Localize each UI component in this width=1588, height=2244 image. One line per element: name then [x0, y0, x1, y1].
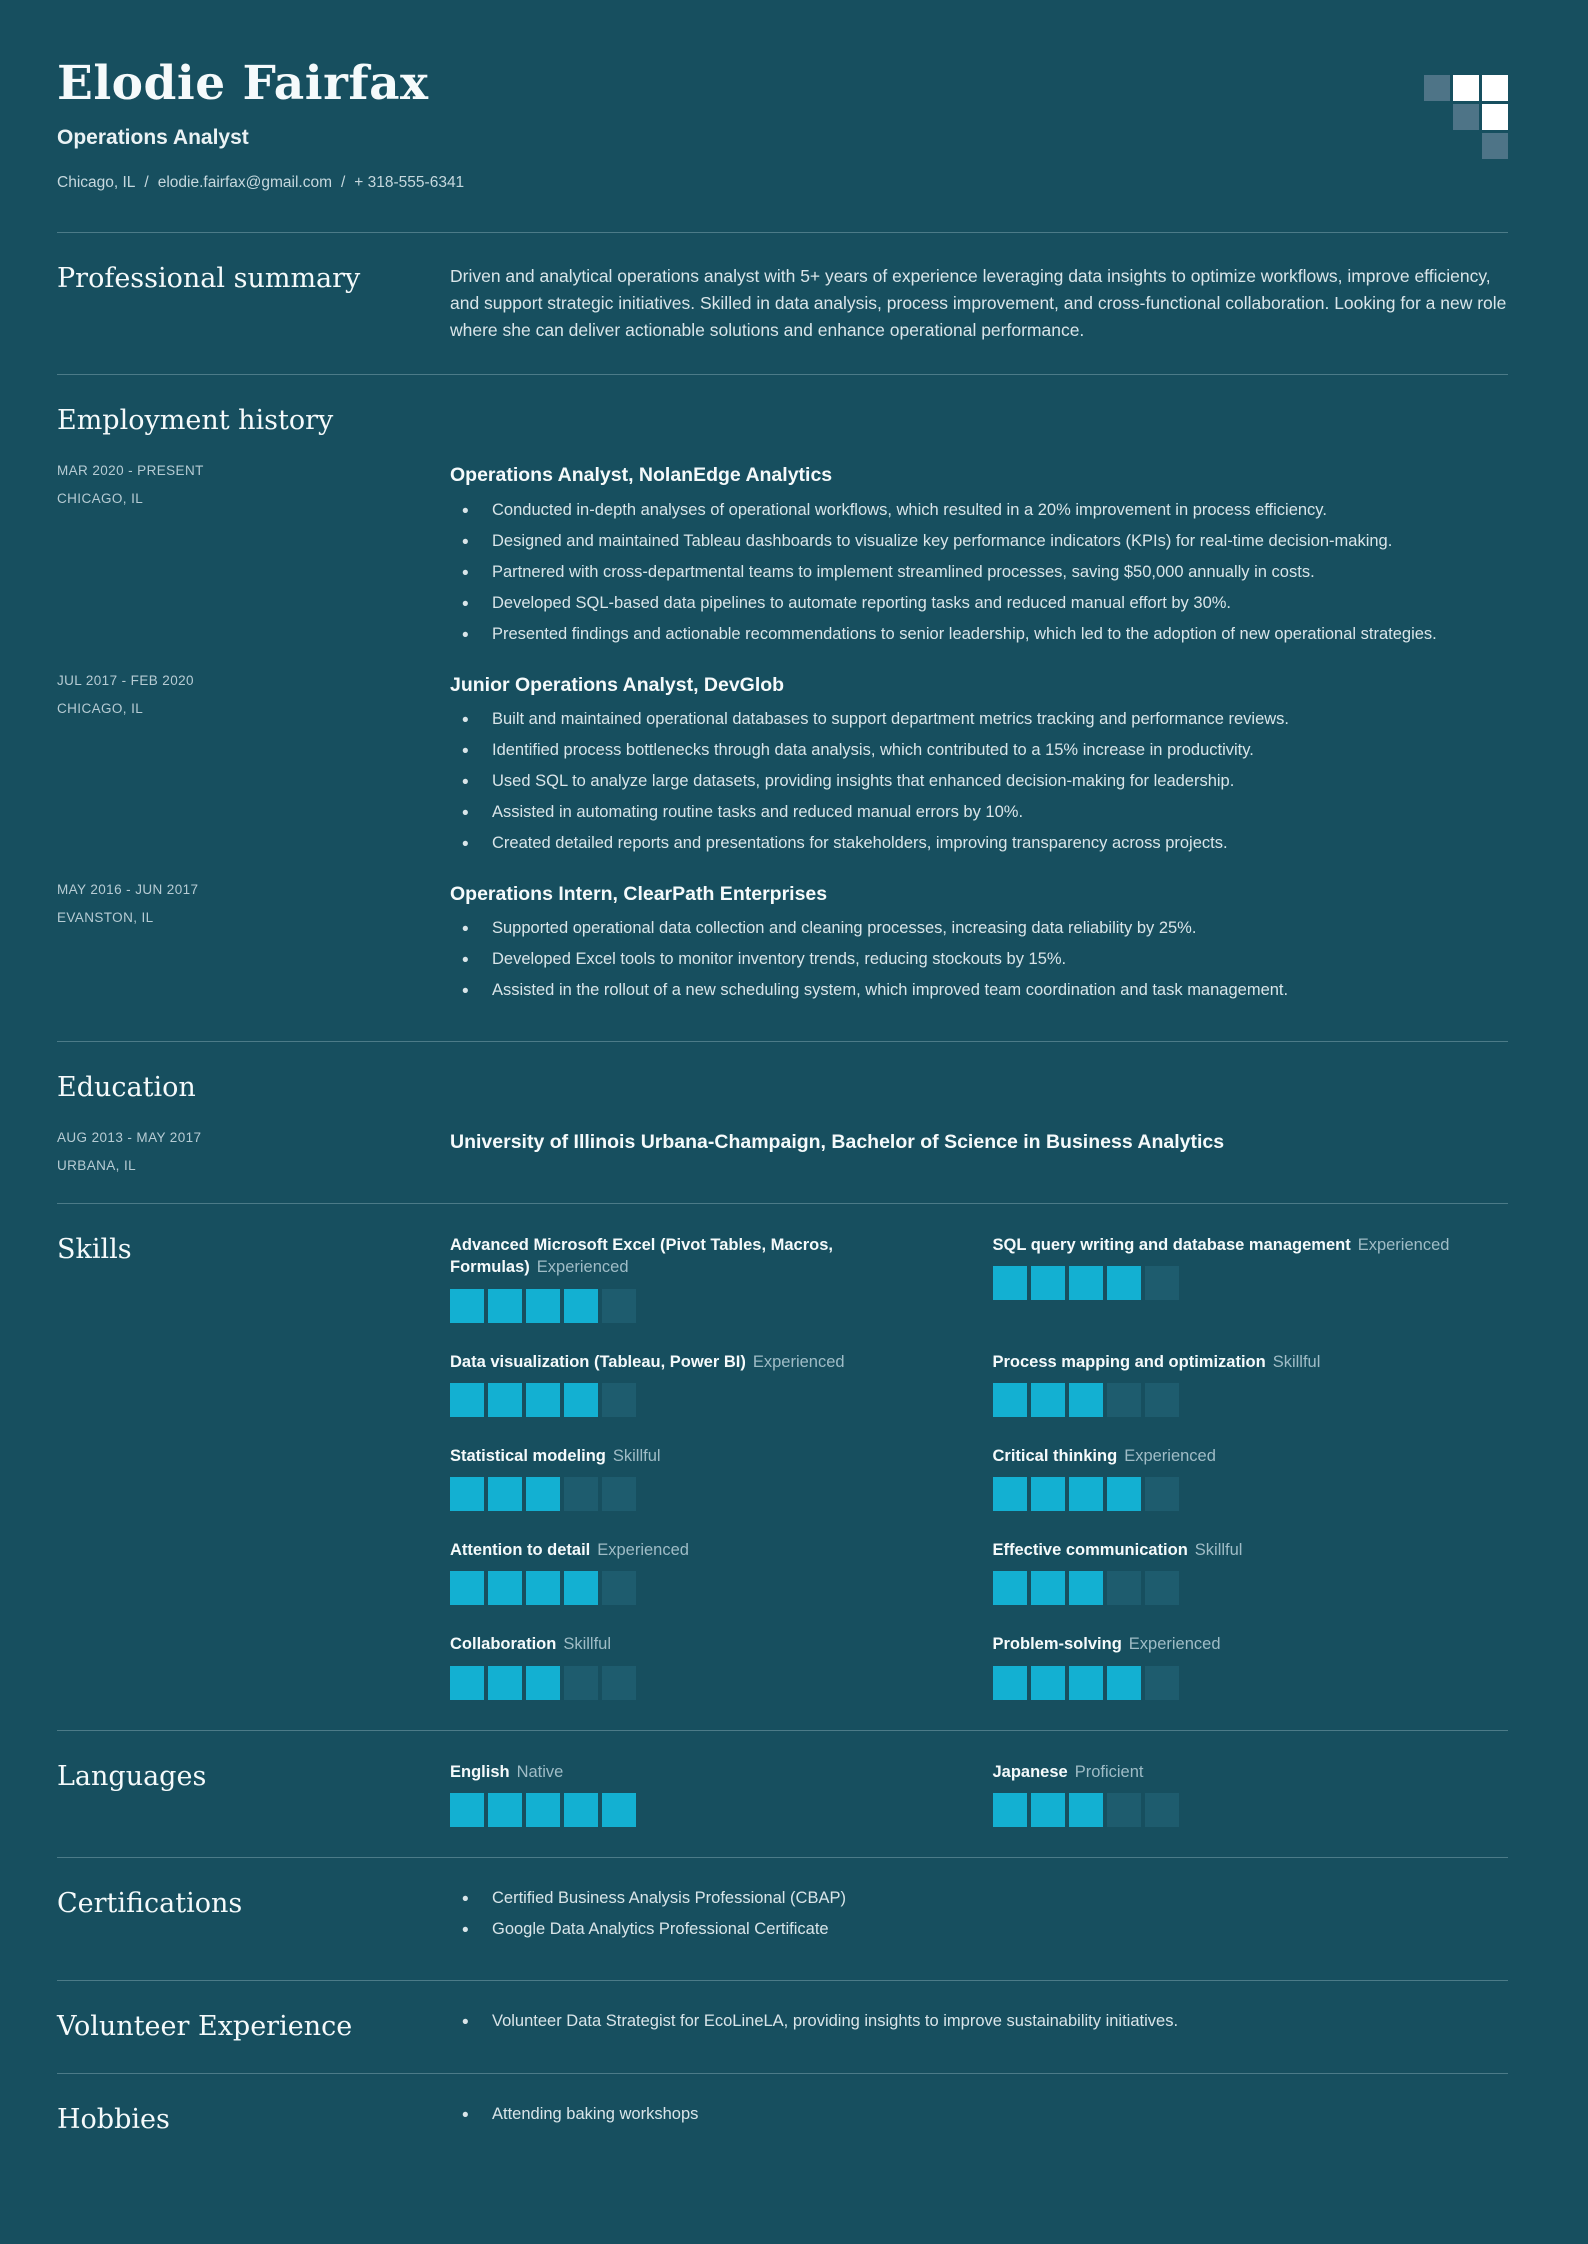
section-volunteer-experience: [57, 2011, 1508, 2043]
job-bullet: • Developed Excel tools to monitor inventory trends, reducing stockouts by 15%.: [450, 949, 1508, 971]
bar-square-filled: [1069, 1383, 1103, 1417]
bar-square-filled: [450, 1571, 484, 1605]
skill-level-bar: [993, 1383, 1509, 1417]
contact-separator: /: [340, 173, 346, 191]
skill-name: SQL query writing and database management: [992, 1236, 1351, 1255]
section-divider: [57, 2073, 1508, 2074]
bar-square-filled: [564, 1289, 598, 1323]
languages-heading: Languages: [57, 1760, 207, 1792]
skill-level: Skillful: [1272, 1352, 1321, 1371]
job-location: EVANSTON, IL: [57, 909, 154, 925]
job-bullet: • Developed SQL-based data pipelines to automate reporting tasks and reduced manual effort by 30%.: [450, 593, 1508, 615]
bar-square-filled: [1069, 1477, 1103, 1511]
language-label: [450, 1761, 966, 1783]
education-title: University of Illinois Urbana-Champaign, Bachelor of Science in Business Analytics: [450, 1131, 1225, 1154]
language-name: Japanese: [992, 1762, 1068, 1781]
certification-bullet: • Certified Business Analysis Professional (CBAP): [450, 1888, 1508, 1910]
skill-label: [993, 1351, 1509, 1373]
bar-square-filled: [526, 1571, 560, 1605]
section-languages: [57, 1761, 1508, 1827]
skill-level: Skillful: [1194, 1541, 1243, 1560]
logo-square-empty: [1424, 104, 1450, 130]
employment-heading: Employment history: [57, 405, 334, 437]
skill-level: Skillful: [563, 1635, 612, 1654]
job-bullet: • Assisted in automating routine tasks and reduced manual errors by 10%.: [450, 802, 1508, 824]
skill-item: [993, 1539, 1509, 1605]
section-divider: [57, 1857, 1508, 1858]
skill-label: [993, 1539, 1509, 1561]
bar-square-empty: [602, 1383, 636, 1417]
job-bullet-list: [450, 918, 1508, 1002]
bar-square-filled: [993, 1477, 1027, 1511]
summary-heading: Professional summary: [57, 262, 361, 294]
skill-level: Experienced: [1357, 1236, 1450, 1255]
job-entry: [57, 673, 1508, 864]
bar-square-empty: [1107, 1571, 1141, 1605]
skill-level: Skillful: [612, 1446, 661, 1465]
bar-square-filled: [1107, 1477, 1141, 1511]
contact-line: [57, 174, 1508, 192]
skill-item: [450, 1633, 966, 1699]
header: [57, 34, 1508, 192]
contact-separator: /: [144, 173, 149, 191]
certification-bullet: • Google Data Analytics Professional Certificate: [450, 1919, 1508, 1941]
section-skills: [57, 1234, 1508, 1700]
logo-square-muted: [1482, 133, 1508, 159]
bar-square-empty: [602, 1571, 636, 1605]
bar-square-filled: [993, 1383, 1027, 1417]
bar-square-filled: [1069, 1571, 1103, 1605]
skill-level: Experienced: [1128, 1635, 1221, 1654]
languages-grid: [450, 1761, 1508, 1827]
bar-square-filled: [488, 1793, 522, 1827]
job-bullet: • Presented findings and actionable recommendations to senior leadership, which led to the adoption of new operational strategies.: [450, 624, 1508, 646]
language-item: [993, 1761, 1509, 1827]
bar-square-filled: [564, 1383, 598, 1417]
logo-square-empty: [1424, 133, 1450, 159]
bar-square-filled: [1031, 1477, 1065, 1511]
bar-square-filled: [526, 1666, 560, 1700]
bar-square-empty: [1107, 1793, 1141, 1827]
bar-square-empty: [1145, 1571, 1179, 1605]
hobbies-list: [450, 2104, 1508, 2126]
skill-name: Advanced Microsoft Excel (Pivot Tables, Macros, Formulas): [450, 1236, 833, 1277]
job-bullet: • Supported operational data collection and cleaning processes, increasing data reliability by 25%.: [450, 918, 1508, 940]
job-bullet-list: [450, 709, 1508, 855]
brand-squares-icon: [1424, 75, 1508, 159]
section-certifications: [57, 1888, 1508, 1950]
logo-square-muted: [1453, 104, 1479, 130]
bar-square-empty: [564, 1477, 598, 1511]
language-level: Proficient: [1074, 1762, 1144, 1781]
job-bullet: • Built and maintained operational databases to support department metrics tracking and performance reviews.: [450, 709, 1508, 731]
skill-level-bar: [993, 1571, 1509, 1605]
section-divider: [57, 1730, 1508, 1731]
skill-level-bar: [450, 1571, 966, 1605]
skill-item: [450, 1234, 966, 1323]
job-dates: JUL 2017 - FEB 2020: [57, 672, 194, 688]
bar-square-filled: [526, 1477, 560, 1511]
skill-label: [993, 1234, 1509, 1256]
skill-label: [450, 1539, 966, 1561]
language-name: English: [450, 1762, 510, 1781]
bar-square-filled: [450, 1383, 484, 1417]
skill-label: [450, 1234, 966, 1279]
skill-name: Problem-solving: [992, 1635, 1122, 1654]
job-bullet: • Designed and maintained Tableau dashboards to visualize key performance indicators (KPIs) for real-time decision-making.: [450, 531, 1508, 553]
skill-item: [993, 1633, 1509, 1699]
skill-name: Effective communication: [992, 1541, 1188, 1560]
logo-square-white: [1482, 104, 1508, 130]
bar-square-filled: [993, 1793, 1027, 1827]
job-title: Junior Operations Analyst, DevGlob: [450, 673, 785, 696]
skill-item: [993, 1445, 1509, 1511]
logo-square-white: [1482, 75, 1508, 101]
contact-phone: + 318-555-6341: [354, 173, 465, 191]
skill-item: [450, 1351, 966, 1417]
hobbies-heading: Hobbies: [57, 2104, 170, 2136]
volunteer-list: [450, 2011, 1508, 2033]
section-employment-history: [57, 405, 1508, 1011]
bar-square-empty: [1145, 1666, 1179, 1700]
bar-square-empty: [1145, 1477, 1179, 1511]
bar-square-filled: [488, 1383, 522, 1417]
bar-square-filled: [993, 1571, 1027, 1605]
bar-square-filled: [993, 1266, 1027, 1300]
summary-text: Driven and analytical operations analyst with 5+ years of experience leveraging data insights to optimize workflows, improve efficiency, and support strategic initiatives. Skilled in data analysis, process improvement, and cross-functional collaboration. Looking for a new role where she can deliver actionable solutions and enhance operational performance.: [450, 265, 1507, 340]
section-divider: [57, 1203, 1508, 1204]
education-location: URBANA, IL: [57, 1158, 137, 1174]
language-item: [450, 1761, 966, 1827]
skill-level: Experienced: [536, 1258, 629, 1277]
skill-name: Collaboration: [450, 1635, 557, 1654]
education-dates: AUG 2013 - MAY 2017: [57, 1130, 202, 1146]
education-entry: [57, 1130, 1508, 1173]
education-heading: Education: [57, 1071, 196, 1103]
volunteer-bullet: • Volunteer Data Strategist for EcoLineLA, providing insights to improve sustainability initiatives.: [450, 2011, 1508, 2033]
skill-label: [993, 1633, 1509, 1655]
job-title: Operations Analyst, NolanEdge Analytics: [450, 464, 833, 487]
skill-item: [450, 1539, 966, 1605]
job-dates: MAY 2016 - JUN 2017: [57, 881, 199, 897]
job-bullet: • Conducted in-depth analyses of operational workflows, which resulted in a 20% improvement in process efficiency.: [450, 500, 1508, 522]
job-bullet: • Created detailed reports and presentations for stakeholders, improving transparency across projects.: [450, 833, 1508, 855]
skill-level: Experienced: [597, 1541, 689, 1560]
language-level: Native: [516, 1762, 564, 1781]
bar-square-filled: [1031, 1793, 1065, 1827]
bar-square-filled: [1069, 1793, 1103, 1827]
person-name: Elodie Fairfax: [57, 56, 429, 111]
bar-square-filled: [450, 1289, 484, 1323]
bar-square-filled: [526, 1383, 560, 1417]
job-dates: MAR 2020 - PRESENT: [57, 463, 204, 479]
skill-name: Statistical modeling: [450, 1446, 606, 1465]
job-entry: [57, 882, 1508, 1011]
certifications-heading: Certifications: [57, 1888, 243, 1920]
bar-square-empty: [602, 1666, 636, 1700]
skill-level-bar: [993, 1666, 1509, 1700]
skill-label: [450, 1351, 966, 1373]
bar-square-empty: [1145, 1383, 1179, 1417]
bar-square-filled: [488, 1666, 522, 1700]
job-title: Operations Intern, ClearPath Enterprises: [450, 882, 828, 905]
skill-level-bar: [450, 1666, 966, 1700]
bar-square-filled: [1031, 1571, 1065, 1605]
skill-level-bar: [450, 1383, 966, 1417]
job-bullet: • Identified process bottlenecks through data analysis, which contributed to a 15% increase in productivity.: [450, 740, 1508, 762]
bar-square-filled: [488, 1571, 522, 1605]
bar-square-filled: [450, 1666, 484, 1700]
skill-level-bar: [993, 1266, 1509, 1300]
skill-name: Critical thinking: [992, 1446, 1118, 1465]
logo-square-muted: [1424, 75, 1450, 101]
language-level-bar: [993, 1793, 1509, 1827]
bar-square-empty: [602, 1289, 636, 1323]
job-bullet: • Partnered with cross-departmental teams to implement streamlined processes, saving $50,000 annually in costs.: [450, 562, 1508, 584]
bar-square-filled: [450, 1793, 484, 1827]
section-hobbies: [57, 2104, 1508, 2136]
skill-item: [450, 1445, 966, 1511]
language-level-bar: [450, 1793, 966, 1827]
skills-grid: [450, 1234, 1508, 1700]
hobby-bullet: • Attending baking workshops: [450, 2104, 1508, 2126]
bar-square-filled: [450, 1477, 484, 1511]
section-divider: [57, 1980, 1508, 1981]
skill-level: Experienced: [752, 1352, 845, 1371]
skill-name: Process mapping and optimization: [992, 1352, 1266, 1371]
skill-level-bar: [993, 1477, 1509, 1511]
bar-square-filled: [526, 1289, 560, 1323]
bar-square-empty: [1107, 1383, 1141, 1417]
certifications-list: [450, 1888, 1508, 1941]
job-location: CHICAGO, IL: [57, 700, 144, 716]
skills-heading: Skills: [57, 1234, 132, 1266]
contact-email: elodie.fairfax@gmail.com: [157, 173, 332, 191]
bar-square-filled: [1069, 1666, 1103, 1700]
bar-square-filled: [1069, 1266, 1103, 1300]
language-label: [993, 1761, 1509, 1783]
section-education: [57, 1072, 1508, 1173]
section-divider: [57, 374, 1508, 375]
section-professional-summary: [57, 263, 1508, 344]
bar-square-filled: [1031, 1383, 1065, 1417]
bar-square-empty: [1145, 1793, 1179, 1827]
bar-square-filled: [488, 1289, 522, 1323]
skill-level-bar: [450, 1477, 966, 1511]
contact-location: Chicago, IL: [57, 173, 136, 191]
bar-square-filled: [526, 1793, 560, 1827]
job-entry: [57, 463, 1508, 654]
logo-square-empty: [1453, 133, 1479, 159]
bar-square-filled: [1031, 1666, 1065, 1700]
bar-square-filled: [1031, 1266, 1065, 1300]
section-divider: [57, 1041, 1508, 1042]
skill-level-bar: [450, 1289, 966, 1323]
logo-square-white: [1453, 75, 1479, 101]
skill-label: [993, 1445, 1509, 1467]
skill-label: [450, 1633, 966, 1655]
bar-square-filled: [1107, 1266, 1141, 1300]
bar-square-filled: [488, 1477, 522, 1511]
section-divider: [57, 232, 1508, 233]
job-bullet: • Used SQL to analyze large datasets, providing insights that enhanced decision-making for leadership.: [450, 771, 1508, 793]
skill-item: [993, 1351, 1509, 1417]
skill-name: Attention to detail: [450, 1541, 591, 1560]
bar-square-filled: [564, 1793, 598, 1827]
person-job-title: Operations Analyst: [57, 125, 249, 149]
bar-square-empty: [1145, 1266, 1179, 1300]
skill-level: Experienced: [1124, 1446, 1216, 1465]
skill-name: Data visualization (Tableau, Power BI): [450, 1352, 746, 1371]
bar-square-filled: [1107, 1666, 1141, 1700]
skill-item: [993, 1234, 1509, 1323]
volunteer-heading: Volunteer Experience: [57, 2010, 353, 2042]
bar-square-filled: [564, 1571, 598, 1605]
bar-square-filled: [993, 1666, 1027, 1700]
bar-square-filled: [602, 1793, 636, 1827]
bar-square-empty: [564, 1666, 598, 1700]
job-bullet-list: [450, 500, 1508, 646]
job-location: CHICAGO, IL: [57, 491, 144, 507]
bar-square-empty: [602, 1477, 636, 1511]
skill-label: [450, 1445, 966, 1467]
job-bullet: • Assisted in the rollout of a new scheduling system, which improved team coordination and task management.: [450, 980, 1508, 1002]
